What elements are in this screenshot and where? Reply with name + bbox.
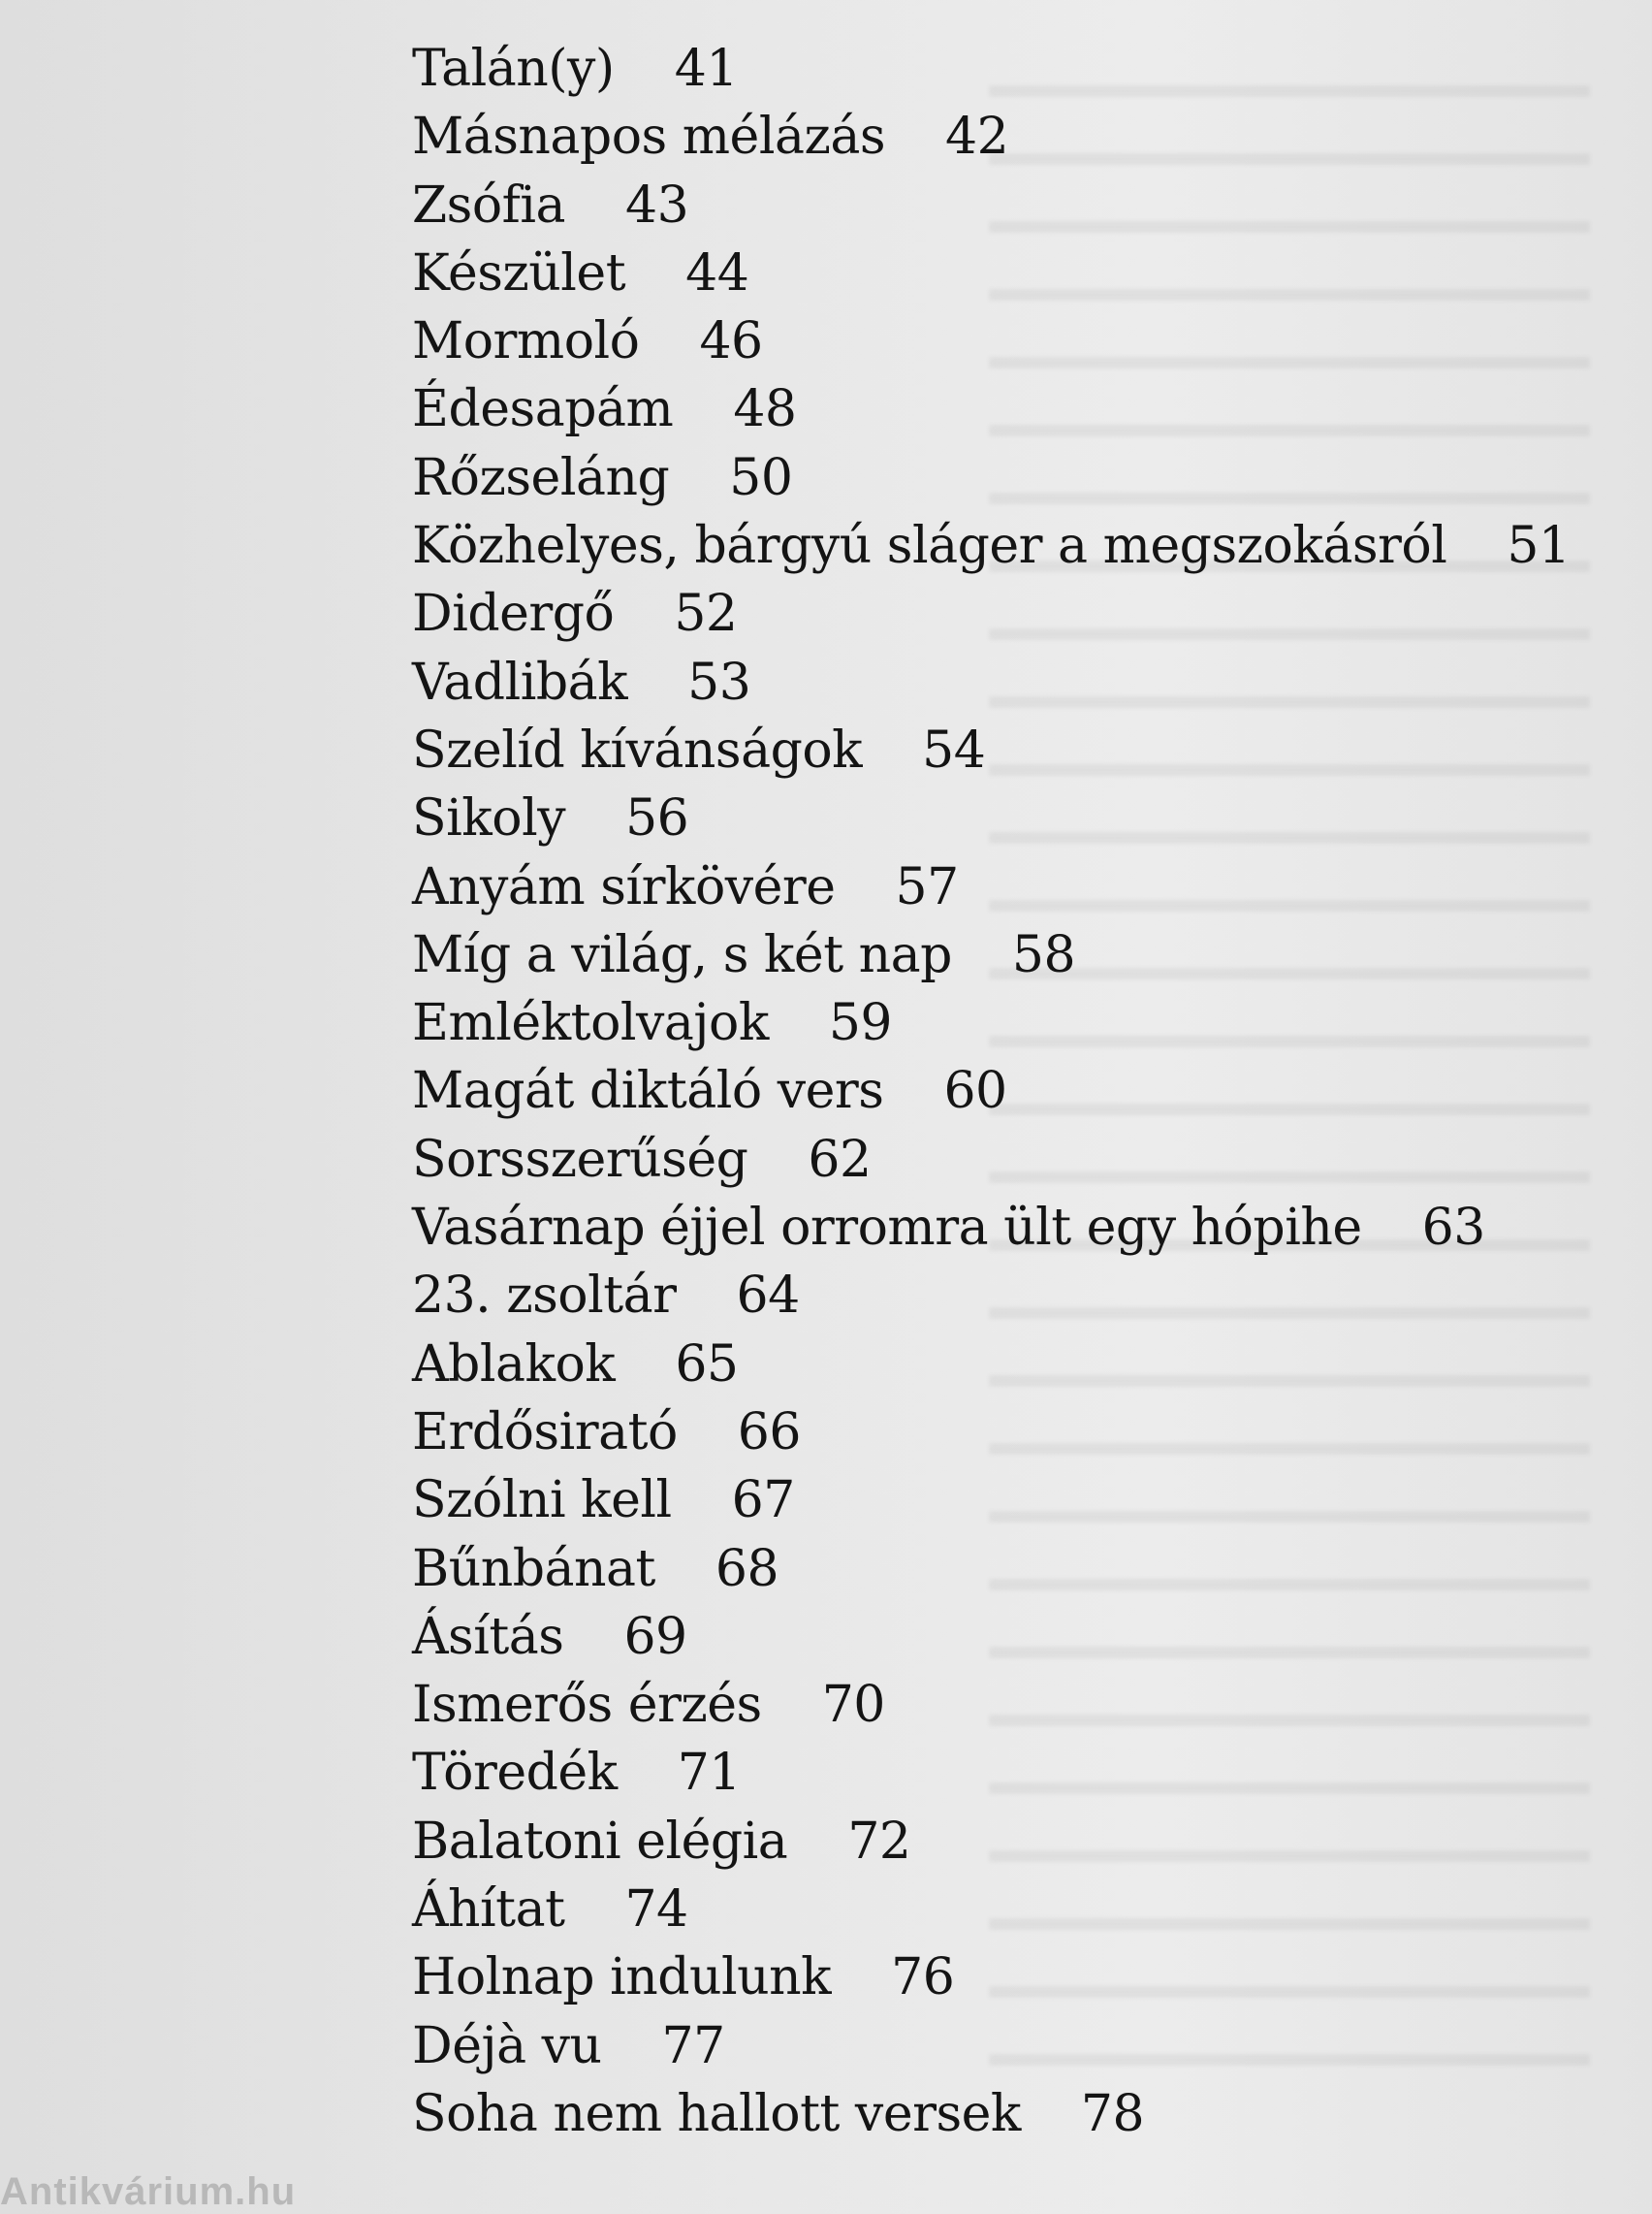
entry-title: Míg a világ, s két nap bbox=[412, 925, 952, 984]
entry-page-number: 63 bbox=[1421, 1199, 1485, 1258]
entry-page-number: 43 bbox=[625, 176, 689, 235]
entry-title: Szólni kell bbox=[412, 1471, 672, 1530]
toc-entry bbox=[412, 1194, 1571, 1262]
toc-entry bbox=[412, 1739, 1571, 1807]
entry-page-number: 57 bbox=[895, 857, 959, 916]
entry-title: Zsófia bbox=[412, 176, 566, 235]
entry-page-number: 62 bbox=[808, 1130, 872, 1189]
entry-page-number: 78 bbox=[1080, 2084, 1145, 2143]
entry-page-number: 44 bbox=[685, 243, 749, 303]
entry-title: Vasárnap éjjel orromra ült egy hópihe bbox=[412, 1199, 1362, 1258]
entry-page-number: 50 bbox=[729, 448, 793, 507]
entry-title: Ismerős érzés bbox=[412, 1676, 762, 1735]
entry-title: Rőzseláng bbox=[412, 448, 670, 507]
entry-page-number: 72 bbox=[847, 1812, 911, 1871]
toc-entry bbox=[412, 1262, 1571, 1330]
toc-entry bbox=[412, 2012, 1571, 2080]
toc-entry bbox=[412, 1671, 1571, 1739]
entry-title: Töredék bbox=[412, 1744, 618, 1803]
entry-title: Déjà vu bbox=[412, 2016, 602, 2075]
entry-page-number: 46 bbox=[699, 312, 763, 371]
entry-title: Mormoló bbox=[412, 312, 640, 371]
entry-page-number: 58 bbox=[1011, 925, 1076, 984]
entry-title: Emléktolvajok bbox=[412, 994, 769, 1053]
entry-title: Áhítat bbox=[412, 1880, 565, 1940]
entry-page-number: 68 bbox=[715, 1539, 779, 1598]
toc-entry bbox=[412, 1943, 1571, 2011]
entry-title: Erdősirató bbox=[412, 1402, 678, 1461]
entry-page-number: 53 bbox=[687, 653, 751, 712]
entry-page-number: 74 bbox=[624, 1880, 688, 1940]
entry-page-number: 60 bbox=[943, 1062, 1007, 1121]
entry-page-number: 67 bbox=[731, 1471, 795, 1530]
toc-entry bbox=[412, 444, 1571, 512]
toc-entry bbox=[412, 580, 1571, 648]
entry-title: 23. zsoltár bbox=[412, 1267, 677, 1326]
toc-entry bbox=[412, 103, 1571, 171]
entry-page-number: 52 bbox=[674, 585, 738, 644]
entry-page-number: 51 bbox=[1507, 517, 1571, 576]
toc-entry bbox=[412, 307, 1571, 375]
entry-title: Ásítás bbox=[412, 1607, 564, 1666]
toc-entry bbox=[412, 921, 1571, 989]
toc-entry bbox=[412, 717, 1571, 785]
toc-entry bbox=[412, 1126, 1571, 1194]
toc-entry bbox=[412, 649, 1571, 717]
entry-title: Édesapám bbox=[412, 380, 674, 439]
entry-page-number: 76 bbox=[891, 1948, 955, 2007]
entry-title: Didergő bbox=[412, 585, 615, 644]
entry-title: Anyám sírkövére bbox=[412, 857, 836, 916]
entry-title: Ablakok bbox=[412, 1334, 616, 1394]
toc-entry bbox=[412, 1057, 1571, 1125]
entry-page-number: 41 bbox=[674, 40, 738, 98]
entry-page-number: 48 bbox=[733, 380, 797, 439]
entry-page-number: 59 bbox=[828, 994, 893, 1053]
entry-title: Talán(y) bbox=[412, 40, 615, 98]
entry-page-number: 65 bbox=[675, 1334, 739, 1394]
entry-title: Bűnbánat bbox=[412, 1539, 655, 1598]
entry-title: Szelíd kívánságok bbox=[412, 721, 863, 780]
entry-page-number: 54 bbox=[922, 721, 986, 780]
toc-entry bbox=[412, 1603, 1571, 1671]
entry-title: Sorsszerűség bbox=[412, 1130, 748, 1189]
toc-entry bbox=[412, 35, 1571, 103]
toc-entry bbox=[412, 512, 1571, 580]
entry-page-number: 69 bbox=[623, 1607, 687, 1666]
toc-entry bbox=[412, 989, 1571, 1057]
entry-title: Soha nem hallott versek bbox=[412, 2084, 1021, 2143]
toc-entry bbox=[412, 1808, 1571, 1876]
toc-entry bbox=[412, 240, 1571, 307]
entry-page-number: 70 bbox=[821, 1676, 885, 1735]
entry-title: Közhelyes, bárgyú sláger a megszokásról bbox=[412, 517, 1447, 576]
entry-title: Készület bbox=[412, 243, 626, 303]
entry-title: Holnap indulunk bbox=[412, 1948, 832, 2007]
toc-entry bbox=[412, 853, 1571, 921]
toc-entry bbox=[412, 2080, 1571, 2148]
entry-page-number: 42 bbox=[945, 108, 1009, 167]
toc-entry bbox=[412, 1876, 1571, 1943]
entry-page-number: 56 bbox=[625, 789, 689, 849]
entry-page-number: 66 bbox=[737, 1402, 801, 1461]
entry-page-number: 71 bbox=[677, 1744, 741, 1803]
entry-title: Magát diktáló vers bbox=[412, 1062, 884, 1121]
entry-page-number: 64 bbox=[736, 1267, 800, 1326]
entry-title: Balatoni elégia bbox=[412, 1812, 788, 1871]
toc-entry bbox=[412, 375, 1571, 443]
toc-entry bbox=[412, 1466, 1571, 1534]
toc-entry bbox=[412, 1535, 1571, 1603]
entry-page-number: 77 bbox=[661, 2016, 725, 2075]
toc-entry bbox=[412, 172, 1571, 240]
table-of-contents bbox=[412, 35, 1571, 2148]
entry-title: Vadlibák bbox=[412, 653, 628, 712]
toc-entry bbox=[412, 785, 1571, 852]
entry-title: Sikoly bbox=[412, 789, 566, 849]
watermark: Antikvárium.hu bbox=[0, 2170, 297, 2213]
entry-title: Másnapos mélázás bbox=[412, 108, 886, 167]
toc-entry bbox=[412, 1398, 1571, 1466]
toc-entry bbox=[412, 1331, 1571, 1398]
